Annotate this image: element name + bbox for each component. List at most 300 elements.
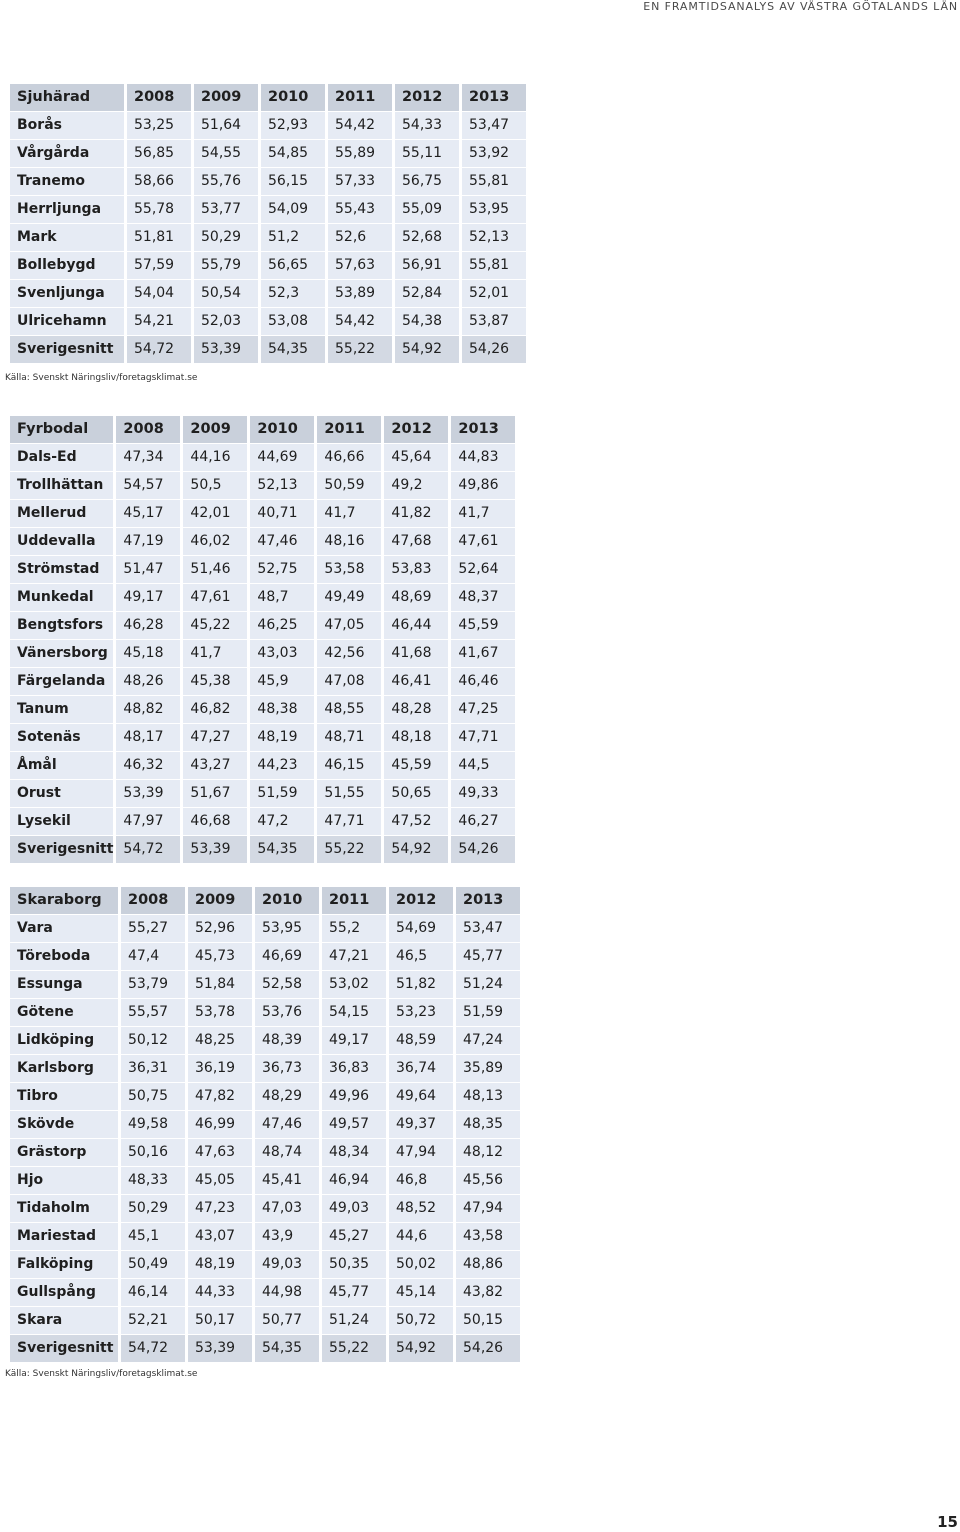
source-note: Källa: Svenskt Näringsliv/foretagsklimat.se [5, 373, 198, 383]
table-row [10, 1251, 520, 1279]
table-row [10, 1083, 520, 1111]
table-row [10, 1223, 520, 1251]
municipality-cell: Dals-Ed [10, 444, 113, 472]
value-cell: 45,77 [322, 1279, 386, 1307]
value-cell: 44,33 [188, 1279, 252, 1307]
value-cell: 55,22 [328, 336, 392, 364]
value-cell: 53,02 [322, 971, 386, 999]
value-cell: 48,39 [255, 1027, 319, 1055]
table-skaraborg [7, 887, 523, 1363]
table-fyrbodal [7, 416, 518, 864]
municipality-cell: Bengtsfors [10, 612, 113, 640]
value-cell: 55,89 [328, 140, 392, 168]
value-cell: 46,46 [451, 668, 515, 696]
value-cell: 55,81 [462, 168, 526, 196]
table-row [10, 943, 520, 971]
value-cell: 56,75 [395, 168, 459, 196]
value-cell: 54,26 [456, 1335, 520, 1363]
value-cell: 53,39 [194, 336, 258, 364]
value-cell: 47,21 [322, 943, 386, 971]
value-cell: 48,55 [317, 696, 381, 724]
value-cell: 46,15 [317, 752, 381, 780]
value-cell: 51,24 [456, 971, 520, 999]
value-cell: 50,35 [322, 1251, 386, 1279]
table-row [10, 971, 520, 999]
value-cell: 53,92 [462, 140, 526, 168]
municipality-cell: Götene [10, 999, 118, 1027]
year-header: 2013 [462, 84, 526, 112]
value-cell: 45,27 [322, 1223, 386, 1251]
municipality-cell: Munkedal [10, 584, 113, 612]
value-cell: 55,78 [127, 196, 191, 224]
value-cell: 54,09 [261, 196, 325, 224]
value-cell: 55,81 [462, 252, 526, 280]
value-cell: 48,25 [188, 1027, 252, 1055]
region-header: Sjuhärad [10, 84, 124, 112]
average-row [10, 336, 526, 364]
year-header: 2011 [328, 84, 392, 112]
table-row [10, 1279, 520, 1307]
value-cell: 54,92 [395, 336, 459, 364]
value-cell: 45,14 [389, 1279, 453, 1307]
value-cell: 44,6 [389, 1223, 453, 1251]
value-cell: 48,13 [456, 1083, 520, 1111]
value-cell: 51,47 [116, 556, 180, 584]
value-cell: 48,52 [389, 1195, 453, 1223]
year-header: 2011 [322, 887, 386, 915]
municipality-cell: Skara [10, 1307, 118, 1335]
municipality-cell: Karlsborg [10, 1055, 118, 1083]
value-cell: 47,61 [451, 528, 515, 556]
value-cell: 54,15 [322, 999, 386, 1027]
value-cell: 54,72 [121, 1335, 185, 1363]
municipality-cell: Orust [10, 780, 113, 808]
value-cell: 57,59 [127, 252, 191, 280]
year-header: 2010 [255, 887, 319, 915]
value-cell: 45,59 [451, 612, 515, 640]
value-cell: 41,7 [451, 500, 515, 528]
table-header-row [10, 887, 520, 915]
value-cell: 45,17 [116, 500, 180, 528]
municipality-cell: Bollebygd [10, 252, 124, 280]
value-cell: 48,18 [384, 724, 448, 752]
value-cell: 41,7 [317, 500, 381, 528]
value-cell: 47,61 [183, 584, 247, 612]
value-cell: 54,35 [250, 836, 314, 864]
value-cell: 54,35 [261, 336, 325, 364]
value-cell: 51,55 [317, 780, 381, 808]
value-cell: 50,17 [188, 1307, 252, 1335]
value-cell: 45,22 [183, 612, 247, 640]
value-cell: 53,79 [121, 971, 185, 999]
value-cell: 54,33 [395, 112, 459, 140]
value-cell: 47,94 [456, 1195, 520, 1223]
table-row [10, 308, 526, 336]
value-cell: 52,01 [462, 280, 526, 308]
municipality-cell: Mariestad [10, 1223, 118, 1251]
value-cell: 54,35 [255, 1335, 319, 1363]
value-cell: 53,08 [261, 308, 325, 336]
municipality-cell: Hjo [10, 1167, 118, 1195]
municipality-cell: Mark [10, 224, 124, 252]
value-cell: 50,5 [183, 472, 247, 500]
value-cell: 45,38 [183, 668, 247, 696]
value-cell: 46,68 [183, 808, 247, 836]
municipality-cell: Mellerud [10, 500, 113, 528]
value-cell: 43,03 [250, 640, 314, 668]
value-cell: 52,75 [250, 556, 314, 584]
value-cell: 52,13 [250, 472, 314, 500]
value-cell: 55,79 [194, 252, 258, 280]
year-header: 2012 [384, 416, 448, 444]
value-cell: 50,59 [317, 472, 381, 500]
value-cell: 53,87 [462, 308, 526, 336]
municipality-cell: Sverigesnitt [10, 836, 113, 864]
table-row [10, 724, 515, 752]
table-row [10, 472, 515, 500]
table-row [10, 584, 515, 612]
value-cell: 55,43 [328, 196, 392, 224]
value-cell: 47,34 [116, 444, 180, 472]
municipality-cell: Grästorp [10, 1139, 118, 1167]
value-cell: 52,21 [121, 1307, 185, 1335]
municipality-cell: Trollhättan [10, 472, 113, 500]
value-cell: 47,71 [317, 808, 381, 836]
value-cell: 54,72 [116, 836, 180, 864]
value-cell: 46,99 [188, 1111, 252, 1139]
value-cell: 56,91 [395, 252, 459, 280]
value-cell: 43,58 [456, 1223, 520, 1251]
table-row [10, 112, 526, 140]
table-row [10, 1167, 520, 1195]
value-cell: 41,82 [384, 500, 448, 528]
value-cell: 53,76 [255, 999, 319, 1027]
value-cell: 46,02 [183, 528, 247, 556]
value-cell: 50,54 [194, 280, 258, 308]
value-cell: 54,42 [328, 112, 392, 140]
value-cell: 49,17 [116, 584, 180, 612]
value-cell: 46,94 [322, 1167, 386, 1195]
value-cell: 52,6 [328, 224, 392, 252]
value-cell: 48,74 [255, 1139, 319, 1167]
value-cell: 48,16 [317, 528, 381, 556]
value-cell: 48,34 [322, 1139, 386, 1167]
value-cell: 53,89 [328, 280, 392, 308]
value-cell: 54,85 [261, 140, 325, 168]
year-header: 2011 [317, 416, 381, 444]
value-cell: 52,3 [261, 280, 325, 308]
average-row [10, 836, 515, 864]
value-cell: 51,2 [261, 224, 325, 252]
value-cell: 48,26 [116, 668, 180, 696]
value-cell: 47,46 [255, 1111, 319, 1139]
source-note: Källa: Svenskt Näringsliv/foretagsklimat.se [5, 1369, 198, 1379]
year-header: 2012 [389, 887, 453, 915]
value-cell: 45,56 [456, 1167, 520, 1195]
value-cell: 42,01 [183, 500, 247, 528]
value-cell: 46,82 [183, 696, 247, 724]
average-row [10, 1335, 520, 1363]
value-cell: 40,71 [250, 500, 314, 528]
value-cell: 51,59 [456, 999, 520, 1027]
value-cell: 52,64 [451, 556, 515, 584]
value-cell: 47,46 [250, 528, 314, 556]
value-cell: 54,26 [451, 836, 515, 864]
value-cell: 42,56 [317, 640, 381, 668]
value-cell: 50,15 [456, 1307, 520, 1335]
value-cell: 46,41 [384, 668, 448, 696]
year-header: 2013 [451, 416, 515, 444]
municipality-cell: Vårgårda [10, 140, 124, 168]
value-cell: 46,25 [250, 612, 314, 640]
value-cell: 48,37 [451, 584, 515, 612]
value-cell: 53,39 [188, 1335, 252, 1363]
value-cell: 47,19 [116, 528, 180, 556]
value-cell: 50,02 [389, 1251, 453, 1279]
value-cell: 41,7 [183, 640, 247, 668]
municipality-cell: Ulricehamn [10, 308, 124, 336]
value-cell: 47,03 [255, 1195, 319, 1223]
value-cell: 52,58 [255, 971, 319, 999]
value-cell: 57,63 [328, 252, 392, 280]
value-cell: 47,97 [116, 808, 180, 836]
value-cell: 46,44 [384, 612, 448, 640]
table-row [10, 915, 520, 943]
municipality-cell: Lidköping [10, 1027, 118, 1055]
value-cell: 53,95 [255, 915, 319, 943]
municipality-cell: Herrljunga [10, 196, 124, 224]
municipality-cell: Sverigesnitt [10, 336, 124, 364]
region-header: Fyrbodal [10, 416, 113, 444]
value-cell: 55,22 [322, 1335, 386, 1363]
value-cell: 52,96 [188, 915, 252, 943]
value-cell: 48,35 [456, 1111, 520, 1139]
value-cell: 36,74 [389, 1055, 453, 1083]
value-cell: 53,77 [194, 196, 258, 224]
value-cell: 49,03 [322, 1195, 386, 1223]
municipality-cell: Tranemo [10, 168, 124, 196]
municipality-cell: Falköping [10, 1251, 118, 1279]
value-cell: 47,71 [451, 724, 515, 752]
value-cell: 45,9 [250, 668, 314, 696]
value-cell: 53,25 [127, 112, 191, 140]
value-cell: 36,19 [188, 1055, 252, 1083]
value-cell: 45,59 [384, 752, 448, 780]
municipality-cell: Skövde [10, 1111, 118, 1139]
value-cell: 57,33 [328, 168, 392, 196]
municipality-cell: Tidaholm [10, 1195, 118, 1223]
table-row [10, 696, 515, 724]
table-row [10, 752, 515, 780]
table-header-row [10, 416, 515, 444]
table-row [10, 444, 515, 472]
value-cell: 55,57 [121, 999, 185, 1027]
value-cell: 52,68 [395, 224, 459, 252]
value-cell: 55,76 [194, 168, 258, 196]
value-cell: 47,27 [183, 724, 247, 752]
municipality-cell: Sverigesnitt [10, 1335, 118, 1363]
value-cell: 51,46 [183, 556, 247, 584]
value-cell: 51,24 [322, 1307, 386, 1335]
value-cell: 52,93 [261, 112, 325, 140]
value-cell: 46,69 [255, 943, 319, 971]
municipality-cell: Vara [10, 915, 118, 943]
value-cell: 47,24 [456, 1027, 520, 1055]
value-cell: 45,77 [456, 943, 520, 971]
value-cell: 48,7 [250, 584, 314, 612]
table-row [10, 280, 526, 308]
value-cell: 36,83 [322, 1055, 386, 1083]
value-cell: 44,5 [451, 752, 515, 780]
value-cell: 47,4 [121, 943, 185, 971]
value-cell: 51,64 [194, 112, 258, 140]
table-header-row [10, 84, 526, 112]
value-cell: 46,27 [451, 808, 515, 836]
value-cell: 53,83 [384, 556, 448, 584]
value-cell: 49,33 [451, 780, 515, 808]
value-cell: 47,23 [188, 1195, 252, 1223]
table-sjuharad [7, 84, 529, 364]
value-cell: 51,82 [389, 971, 453, 999]
value-cell: 52,13 [462, 224, 526, 252]
value-cell: 50,49 [121, 1251, 185, 1279]
value-cell: 51,67 [183, 780, 247, 808]
value-cell: 51,81 [127, 224, 191, 252]
value-cell: 45,73 [188, 943, 252, 971]
municipality-cell: Strömstad [10, 556, 113, 584]
value-cell: 54,42 [328, 308, 392, 336]
value-cell: 49,49 [317, 584, 381, 612]
table-row [10, 1055, 520, 1083]
value-cell: 49,86 [451, 472, 515, 500]
table-row [10, 556, 515, 584]
value-cell: 48,12 [456, 1139, 520, 1167]
value-cell: 55,27 [121, 915, 185, 943]
value-cell: 45,64 [384, 444, 448, 472]
municipality-cell: Töreboda [10, 943, 118, 971]
value-cell: 54,04 [127, 280, 191, 308]
value-cell: 53,47 [456, 915, 520, 943]
table-row [10, 999, 520, 1027]
value-cell: 54,57 [116, 472, 180, 500]
value-cell: 35,89 [456, 1055, 520, 1083]
value-cell: 50,75 [121, 1083, 185, 1111]
running-header: EN FRAMTIDSANALYS AV VÄSTRA GÖTALANDS LÄN [643, 0, 958, 13]
value-cell: 50,65 [384, 780, 448, 808]
table-row [10, 252, 526, 280]
value-cell: 54,38 [395, 308, 459, 336]
value-cell: 56,85 [127, 140, 191, 168]
table-row [10, 1307, 520, 1335]
value-cell: 49,17 [322, 1027, 386, 1055]
value-cell: 45,1 [121, 1223, 185, 1251]
value-cell: 55,09 [395, 196, 459, 224]
value-cell: 49,03 [255, 1251, 319, 1279]
value-cell: 53,95 [462, 196, 526, 224]
value-cell: 50,72 [389, 1307, 453, 1335]
value-cell: 51,59 [250, 780, 314, 808]
table-row [10, 612, 515, 640]
value-cell: 53,39 [183, 836, 247, 864]
municipality-cell: Åmål [10, 752, 113, 780]
page-number: 15 [937, 1513, 958, 1531]
value-cell: 44,23 [250, 752, 314, 780]
value-cell: 45,05 [188, 1167, 252, 1195]
value-cell: 54,21 [127, 308, 191, 336]
year-header: 2010 [261, 84, 325, 112]
value-cell: 55,22 [317, 836, 381, 864]
year-header: 2008 [127, 84, 191, 112]
value-cell: 46,14 [121, 1279, 185, 1307]
table-row [10, 668, 515, 696]
value-cell: 47,25 [451, 696, 515, 724]
value-cell: 49,96 [322, 1083, 386, 1111]
table-row [10, 1195, 520, 1223]
value-cell: 46,5 [389, 943, 453, 971]
value-cell: 49,64 [389, 1083, 453, 1111]
value-cell: 47,63 [188, 1139, 252, 1167]
municipality-cell: Vänersborg [10, 640, 113, 668]
municipality-cell: Tibro [10, 1083, 118, 1111]
value-cell: 55,2 [322, 915, 386, 943]
table-row [10, 528, 515, 556]
value-cell: 50,29 [121, 1195, 185, 1223]
table-row [10, 640, 515, 668]
municipality-cell: Färgelanda [10, 668, 113, 696]
value-cell: 48,86 [456, 1251, 520, 1279]
value-cell: 43,82 [456, 1279, 520, 1307]
value-cell: 48,17 [116, 724, 180, 752]
value-cell: 47,08 [317, 668, 381, 696]
municipality-cell: Gullspång [10, 1279, 118, 1307]
table-row [10, 140, 526, 168]
value-cell: 52,84 [395, 280, 459, 308]
value-cell: 46,28 [116, 612, 180, 640]
value-cell: 43,27 [183, 752, 247, 780]
value-cell: 47,05 [317, 612, 381, 640]
value-cell: 43,9 [255, 1223, 319, 1251]
value-cell: 44,69 [250, 444, 314, 472]
value-cell: 48,19 [188, 1251, 252, 1279]
value-cell: 36,73 [255, 1055, 319, 1083]
table-row [10, 808, 515, 836]
value-cell: 44,83 [451, 444, 515, 472]
value-cell: 47,94 [389, 1139, 453, 1167]
value-cell: 48,59 [389, 1027, 453, 1055]
table-row [10, 168, 526, 196]
value-cell: 50,77 [255, 1307, 319, 1335]
table-row [10, 196, 526, 224]
value-cell: 49,2 [384, 472, 448, 500]
value-cell: 54,55 [194, 140, 258, 168]
year-header: 2009 [188, 887, 252, 915]
year-header: 2013 [456, 887, 520, 915]
value-cell: 48,19 [250, 724, 314, 752]
value-cell: 46,32 [116, 752, 180, 780]
value-cell: 46,8 [389, 1167, 453, 1195]
value-cell: 47,82 [188, 1083, 252, 1111]
value-cell: 53,58 [317, 556, 381, 584]
value-cell: 41,68 [384, 640, 448, 668]
value-cell: 50,12 [121, 1027, 185, 1055]
value-cell: 45,18 [116, 640, 180, 668]
value-cell: 43,07 [188, 1223, 252, 1251]
value-cell: 41,67 [451, 640, 515, 668]
value-cell: 54,69 [389, 915, 453, 943]
value-cell: 56,65 [261, 252, 325, 280]
value-cell: 52,03 [194, 308, 258, 336]
table-row [10, 1027, 520, 1055]
